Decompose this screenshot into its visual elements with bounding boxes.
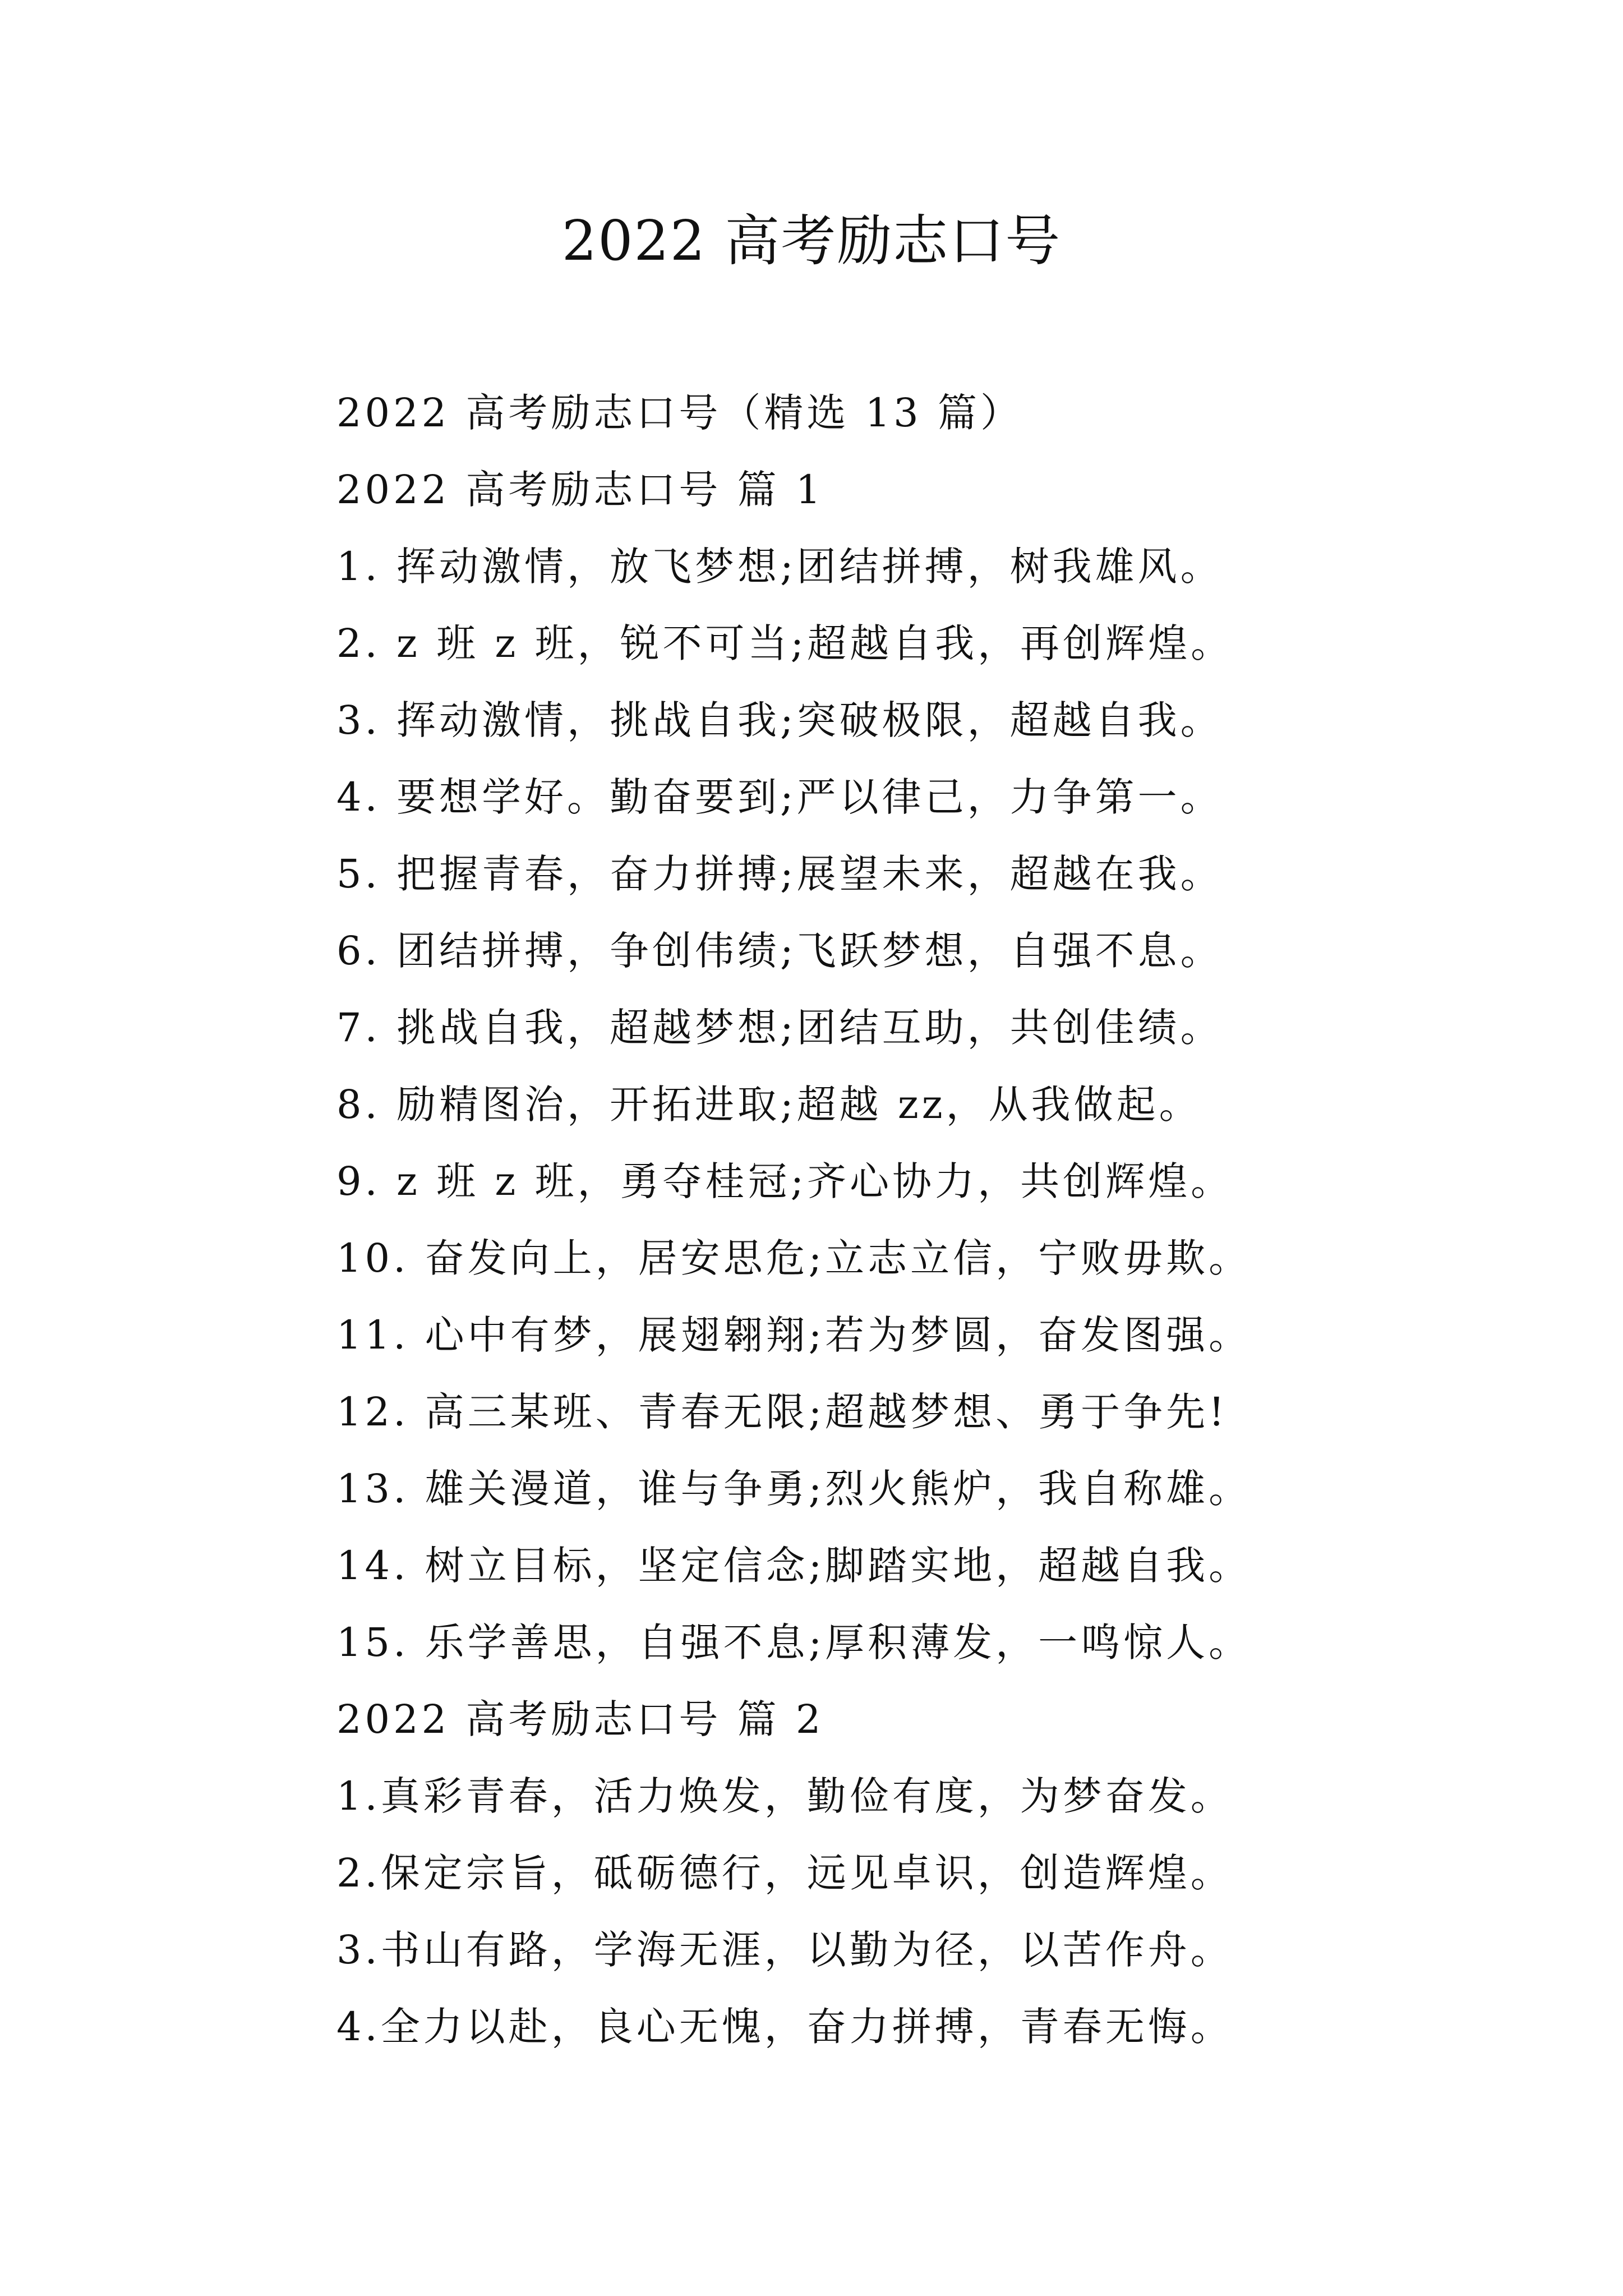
slogan-line: 2. z 班 z 班，锐不可当;超越自我，再创辉煌。 [336, 620, 1234, 666]
slogan-line: 13. 雄关漫道，谁与争勇;烈火熊炉，我自称雄。 [336, 1466, 1252, 1512]
slogan-line: 6. 团结拼搏，争创伟绩;飞跃梦想，自强不息。 [336, 928, 1223, 974]
slogan-line: 11. 心中有梦，展翅翱翔;若为梦圆，奋发图强。 [336, 1312, 1252, 1358]
slogan-line: 7. 挑战自我，超越梦想;团结互助，共创佳绩。 [336, 1005, 1223, 1051]
section-heading: 2022 高考励志口号 篇 1 [336, 467, 824, 513]
slogan-line: 2.保定宗旨，砥砺德行，远见卓识，创造辉煌。 [336, 1850, 1233, 1896]
slogan-line: 9. z 班 z 班，勇夺桂冠;齐心协力，共创辉煌。 [336, 1158, 1234, 1204]
slogan-line: 1.真彩青春，活力焕发，勤俭有度，为梦奋发。 [336, 1773, 1233, 1819]
slogan-line: 10. 奋发向上，居安思危;立志立信，宁败毋欺。 [336, 1235, 1252, 1281]
section-heading: 2022 高考励志口号 篇 2 [336, 1696, 824, 1742]
slogan-line: 3.书山有路，学海无涯，以勤为径，以苦作舟。 [336, 1927, 1233, 1973]
slogan-line: 4.全力以赴，良心无愧，奋力拼搏，青春无悔。 [336, 2004, 1233, 2050]
slogan-line: 3. 挥动激情，挑战自我;突破极限，超越自我。 [336, 697, 1223, 743]
slogan-line: 8. 励精图治，开拓进取;超越 zz，从我做起。 [336, 1082, 1202, 1128]
slogan-line: 12. 高三某班、青春无限;超越梦想、勇于争先! [336, 1389, 1228, 1435]
slogan-line: 14. 树立目标，坚定信念;脚踏实地，超越自我。 [336, 1543, 1252, 1589]
slogan-line: 15. 乐学善思，自强不息;厚积薄发，一鸣惊人。 [336, 1619, 1252, 1665]
intro-line: 2022 高考励志口号（精选 13 篇） [336, 390, 1023, 436]
slogan-line: 1. 挥动激情，放飞梦想;团结拼搏，树我雄风。 [336, 544, 1223, 590]
slogan-line: 5. 把握青春，奋力拼搏;展望未来，超越在我。 [336, 851, 1223, 897]
slogan-line: 4. 要想学好。勤奋要到;严以律己，力争第一。 [336, 774, 1223, 820]
document-body [336, 375, 1458, 2065]
page-title: 2022 高考励志口号 [561, 209, 1062, 273]
